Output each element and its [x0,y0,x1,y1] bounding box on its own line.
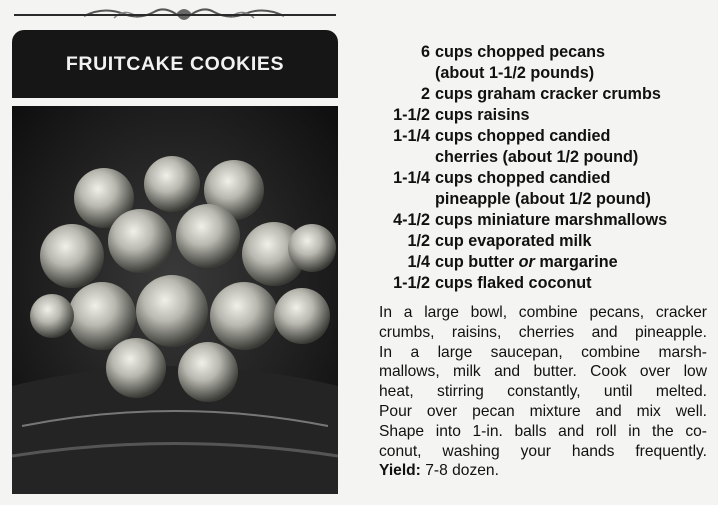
ingredient-text: (about 1-1/2 pounds) [435,64,595,82]
directions-line: In a large saucepan, combine marsh- [379,343,707,361]
ingredient-item [356,42,708,84]
directions-line: Pour over pecan mixture and mix well. [379,402,707,420]
top-rule [14,14,336,16]
ingredient-text: cups miniature marshmallows [435,211,668,229]
ingredient-qty: 1-1/4 [393,127,430,145]
ingredient-item [356,84,708,105]
ingredient-list [356,42,708,294]
ingredient-text-italic: or [518,253,535,271]
directions [379,303,707,481]
title-banner [12,30,338,98]
ingredient-qty: 1-1/2 [393,106,430,124]
ingredient-text: cup butter [435,253,519,271]
ingredient-item [356,252,708,273]
ingredient-item [356,126,708,168]
ingredient-text: cups graham cracker crumbs [435,85,661,103]
ingredient-item [356,168,708,210]
ingredient-text: margarine [534,253,618,271]
directions-line: heat, stirring constantly, until melted. [379,383,707,401]
directions-line: Shape into 1-in. balls and roll in the co- [379,422,707,440]
decorative-ornament [84,4,284,28]
ingredient-text: cups chopped candied [435,127,611,145]
ingredient-qty: 6 [420,43,430,61]
directions-line: In a large bowl, combine pecans, cracker [379,304,707,321]
cookies-photo [12,106,338,494]
ingredient-text: pineapple (about 1/2 pound) [435,190,651,208]
ingredient-item [356,105,708,126]
ingredient-qty: 1/2 [407,232,430,250]
ingredient-qty: 1-1/4 [393,169,430,187]
directions-line: mallows, milk and butter. Cook over low [379,363,707,381]
ingredient-qty: 2 [420,85,430,103]
ingredient-qty: 1/4 [407,253,430,271]
ingredient-text: cups chopped pecans [435,43,606,61]
ingredient-qty: 4-1/2 [393,211,430,229]
yield-line [379,461,707,481]
ingredient-item [356,273,708,294]
ingredient-qty: 1-1/2 [393,274,430,292]
ingredient-text: cup evaporated milk [435,232,592,250]
ingredient-text: cups chopped candied [435,169,611,187]
ingredient-item [356,210,708,231]
directions-line: crumbs, raisins, cherries and pineapple. [379,323,707,341]
ingredient-text: cups flaked coconut [435,274,592,292]
yield-value: 7-8 dozen. [425,462,499,480]
ingredient-text: cherries (about 1/2 pound) [435,148,639,166]
ingredient-text: cups raisins [435,106,530,124]
recipe-title: FRUITCAKE COOKIES [65,52,285,75]
yield-label: Yield: [379,462,421,480]
directions-line: conut, washing your hands frequently. [379,442,707,460]
ingredient-item [356,231,708,252]
